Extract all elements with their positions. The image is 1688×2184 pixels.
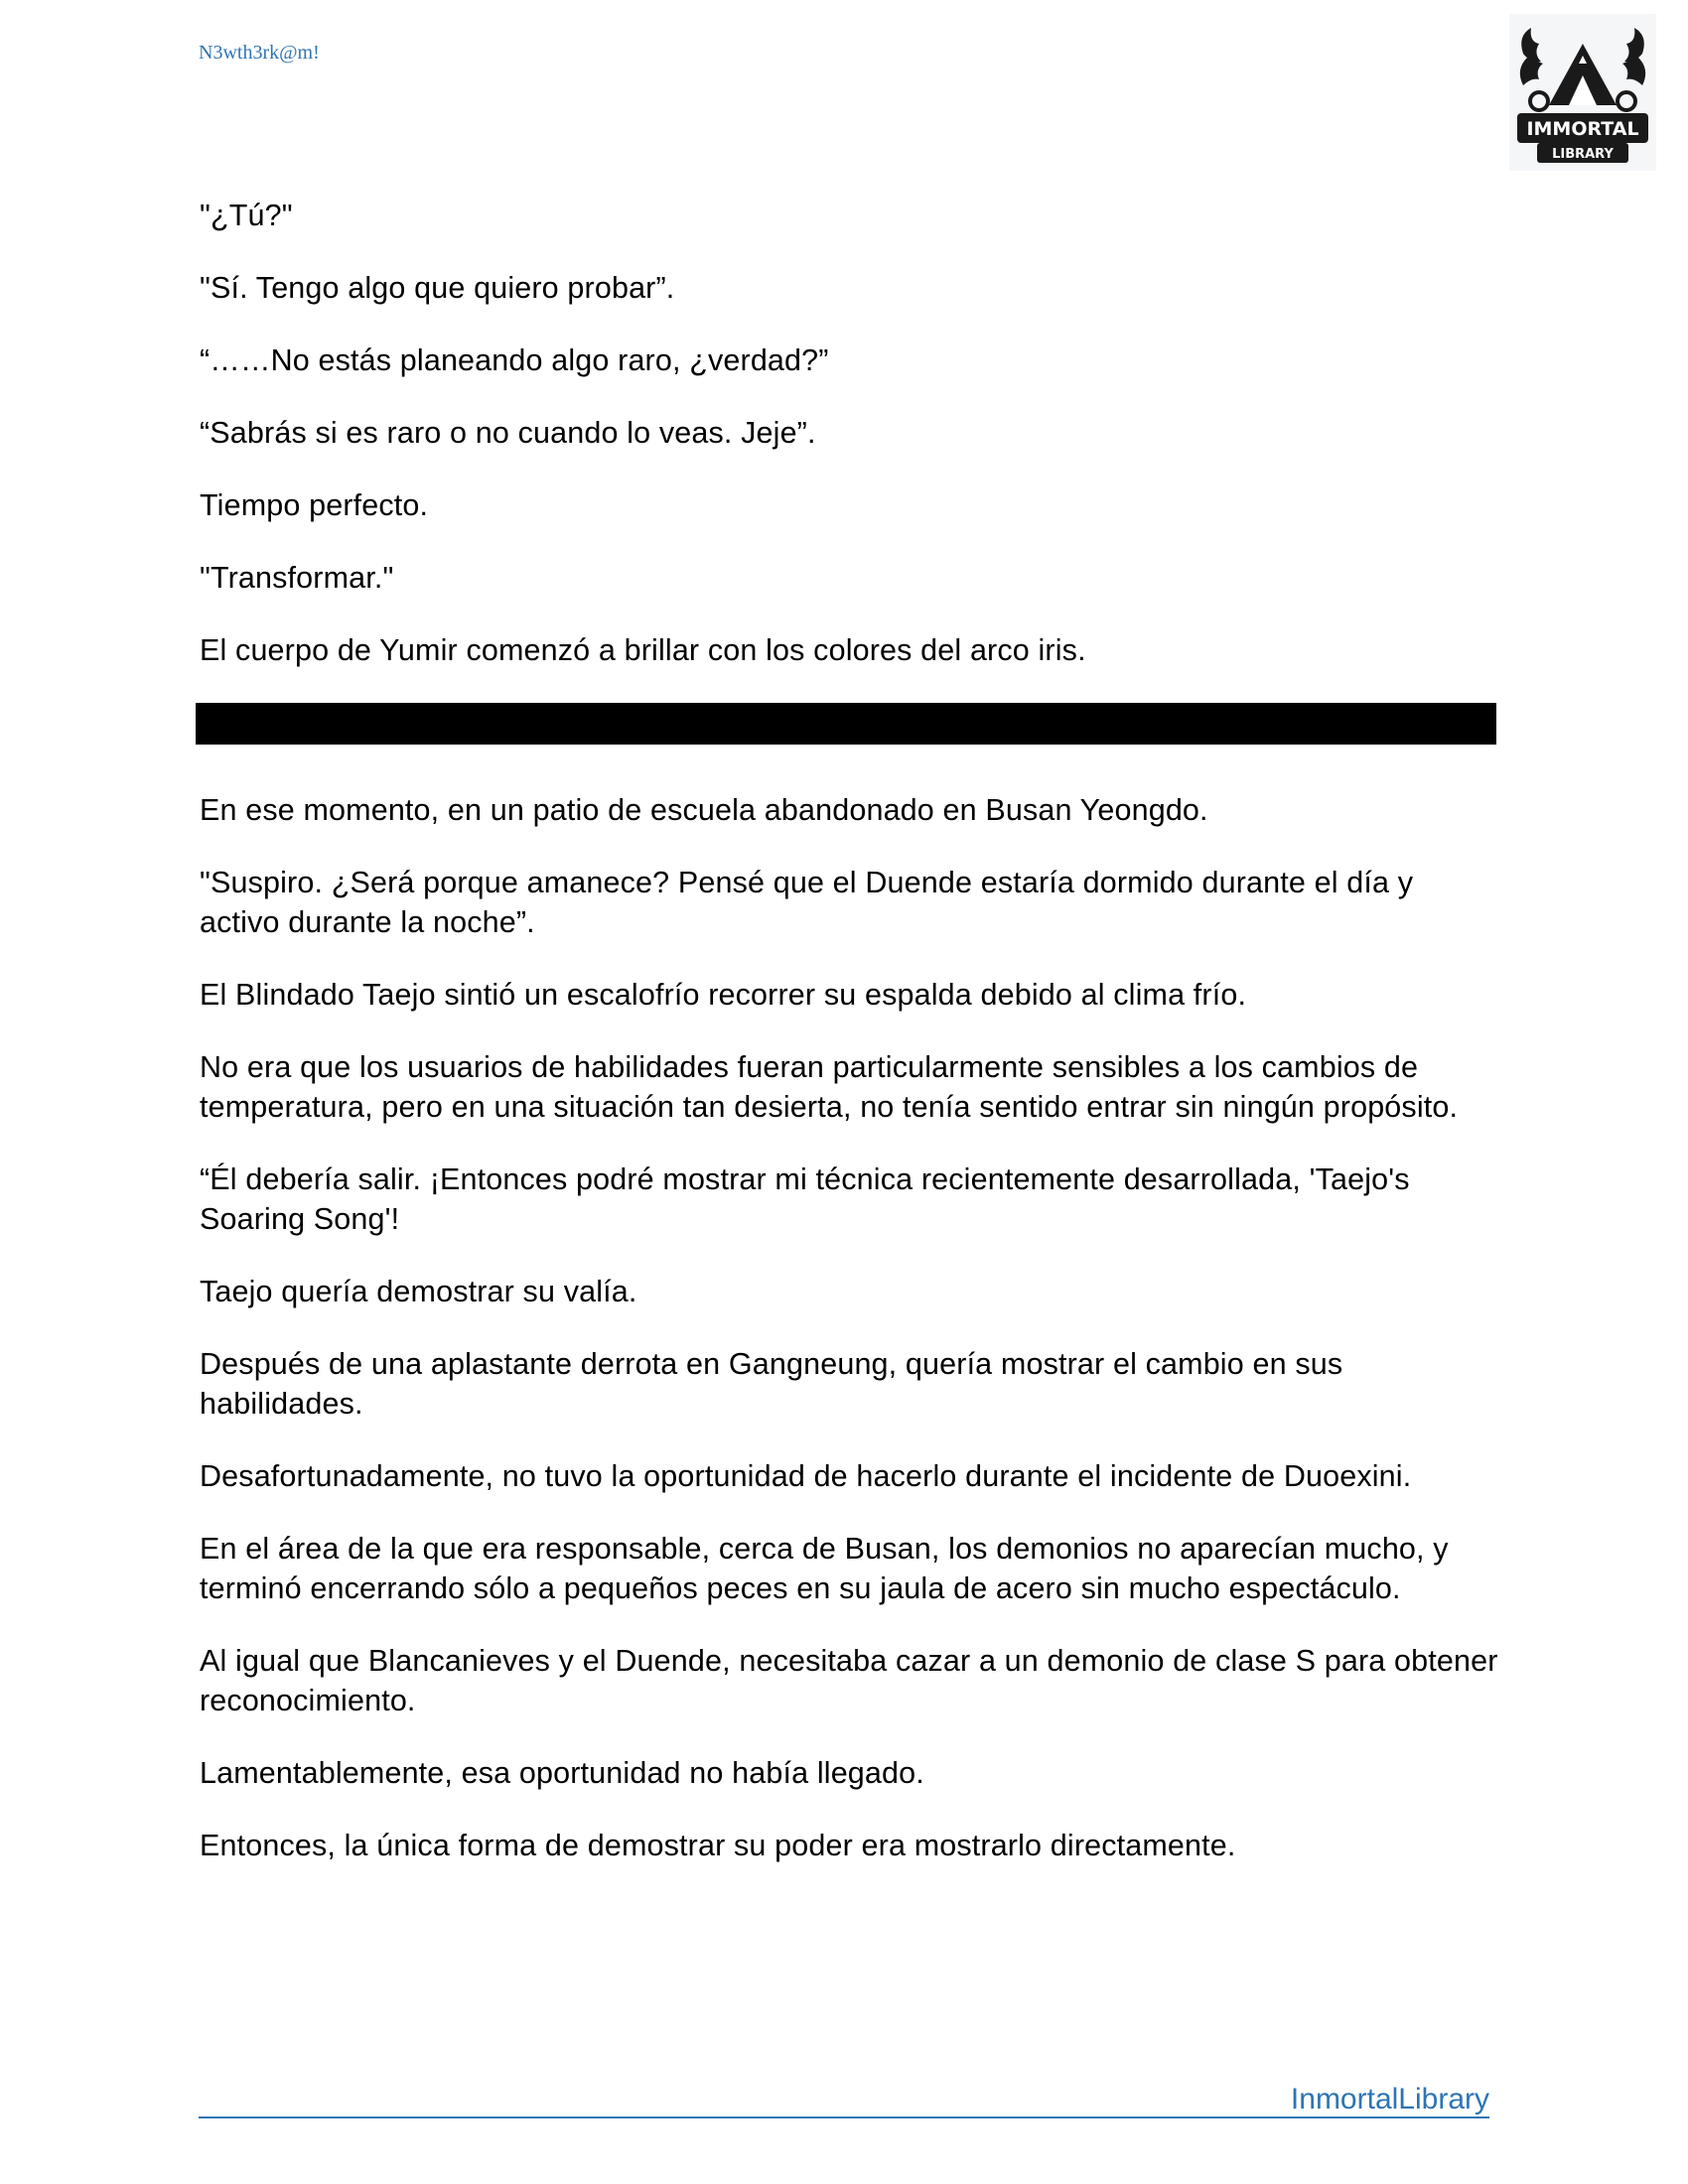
paragraph: Al igual que Blancanieves y el Duende, necesitaba cazar a un demonio de clase S para obtener reconocimiento. <box>200 1644 1498 1717</box>
paragraph: Taejo quería demostrar su valía. <box>200 1275 637 1308</box>
paragraph: Después de una aplastante derrota en Gangneung, quería mostrar el cambio en sus habilidades. <box>200 1347 1343 1421</box>
paragraph: En ese momento, en un patio de escuela abandonado en Busan Yeongdo. <box>200 793 1208 827</box>
paragraph: "Sí. Tengo algo que quiero probar”. <box>200 271 675 305</box>
scene-break-bar <box>196 703 1496 745</box>
paragraph: En el área de la que era responsable, cerca de Busan, los demonios no aparecían mucho, y terminó encerrando sólo a pequeños peces en su jaula de acero sin mucho espectáculo. <box>200 1532 1449 1605</box>
paragraph: “Él debería salir. ¡Entonces podré mostrar mi técnica recientemente desarrollada, 'Taejo's Soaring Song'! <box>200 1162 1410 1236</box>
logo-line2: LIBRARY <box>1552 147 1614 162</box>
paragraph: Desafortunadamente, no tuvo la oportunidad de hacerlo durante el incidente de Duoexini. <box>200 1459 1412 1493</box>
footer-rule <box>199 2083 1489 2118</box>
paragraph: “……No estás planeando algo raro, ¿verdad?” <box>200 343 829 377</box>
paragraph: No era que los usuarios de habilidades fueran particularmente sensibles a los cambios de temperatura, pero en una situación tan desierta, no tenía sentido entrar sin ningún propósito. <box>200 1050 1459 1124</box>
chapter-body <box>200 196 1500 1898</box>
paragraph: “Sabrás si es raro o no cuando lo veas. Jeje”. <box>200 416 816 450</box>
immortal-library-crest-icon <box>1509 14 1656 171</box>
paragraph: "Suspiro. ¿Será porque amanece? Pensé que el Duende estaría dormido durante el día y activo durante la noche”. <box>200 866 1414 939</box>
paragraph: Tiempo perfecto. <box>200 488 429 522</box>
paragraph: El Blindado Taejo sintió un escalofrío recorrer su espalda debido al clima frío. <box>200 978 1247 1012</box>
paragraph: Entonces, la única forma de demostrar su poder era mostrarlo directamente. <box>200 1829 1236 1862</box>
header-tag: N3wth3rk@m! <box>199 42 320 64</box>
paragraph: "¿Tú?" <box>200 199 293 232</box>
footer-link[interactable]: InmortalLibrary <box>1290 2083 1489 2116</box>
logo-line1: IMMORTAL <box>1526 118 1639 140</box>
immortal-library-logo <box>1509 14 1656 171</box>
paragraph: Lamentablemente, esa oportunidad no había llegado. <box>200 1756 924 1790</box>
paragraph: "Transformar." <box>200 561 394 595</box>
paragraph: El cuerpo de Yumir comenzó a brillar con los colores del arco iris. <box>200 633 1086 667</box>
